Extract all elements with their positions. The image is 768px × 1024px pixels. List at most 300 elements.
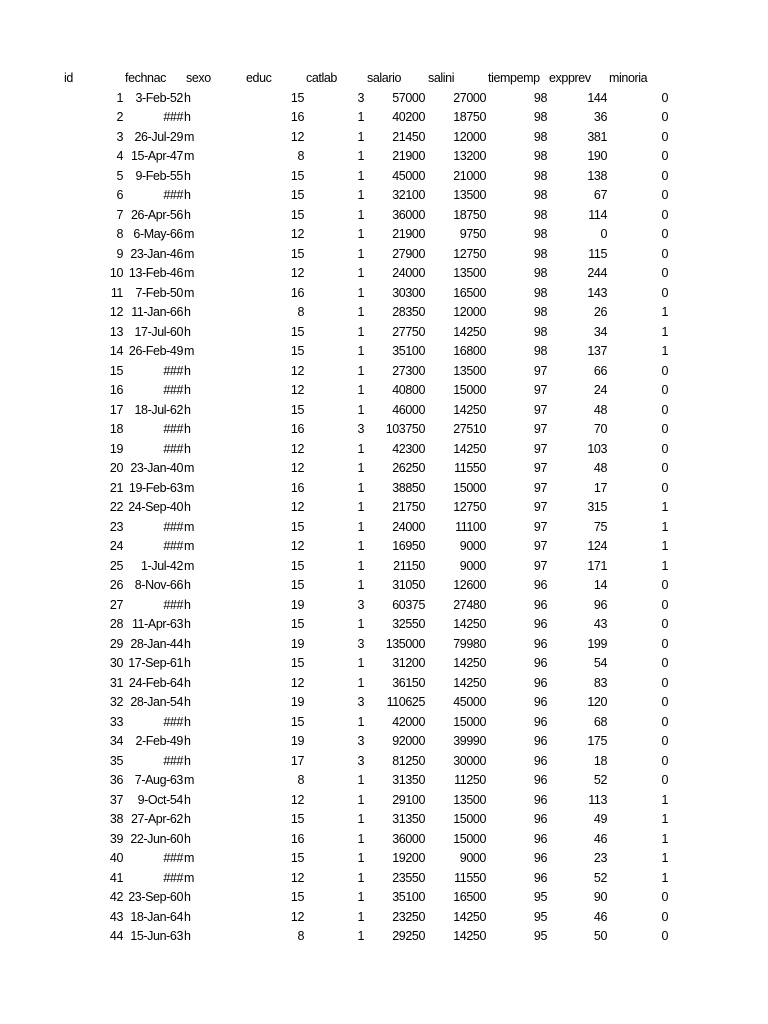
cell-fechnac: 28-Jan-44: [130, 636, 183, 651]
cell-tiempemp: 97: [533, 558, 547, 573]
table-row: [0, 771, 768, 791]
cell-tiempemp: 96: [533, 870, 547, 885]
cell-sexo: m: [184, 149, 195, 163]
cell-salini: 15000: [453, 383, 486, 397]
cell-tiempemp: 96: [533, 578, 547, 592]
cell-salini: 12600: [453, 578, 486, 592]
cell-salario: 31050: [392, 578, 425, 592]
cell-catlab: 1: [357, 578, 364, 592]
table-row: [0, 752, 768, 772]
table-row: [0, 927, 768, 947]
cell-id: 31: [109, 675, 123, 690]
table-row: [0, 908, 768, 928]
cell-salini: 14250: [453, 617, 486, 631]
cell-fechnac: 8-Nov-66: [134, 578, 183, 592]
cell-catlab: 1: [357, 149, 364, 163]
cell-catlab: 1: [357, 890, 364, 904]
cell-minoria: 1: [661, 344, 668, 358]
cell-sexo: h: [184, 422, 191, 436]
header-catlab: catlab: [306, 71, 337, 85]
cell-catlab: 3: [357, 734, 364, 748]
cell-salario: 103750: [385, 422, 425, 436]
cell-minoria: 0: [661, 90, 668, 105]
cell-salini: 15000: [453, 714, 486, 729]
cell-catlab: 1: [357, 500, 364, 514]
cell-salario: 23550: [392, 870, 425, 885]
cell-sexo: m: [184, 344, 195, 358]
cell-tiempemp: 97: [533, 480, 547, 495]
cell-salario: 40800: [392, 383, 425, 397]
table-row: [0, 713, 768, 733]
cell-catlab: 1: [357, 656, 364, 670]
cell-tiempemp: 98: [533, 188, 547, 202]
cell-minoria: 0: [661, 714, 668, 729]
cell-fechnac: ###: [163, 441, 183, 456]
cell-catlab: 1: [357, 480, 364, 495]
header-minoria: minoria: [609, 71, 648, 85]
cell-educ: 12: [290, 539, 304, 553]
table-row: [0, 791, 768, 811]
cell-salario: 24000: [392, 519, 425, 534]
cell-fechnac: 6-May-66: [133, 227, 183, 241]
cell-id: 37: [109, 792, 123, 807]
cell-catlab: 3: [357, 753, 364, 768]
cell-expprev: 190: [587, 149, 607, 163]
cell-salario: 16950: [392, 539, 425, 553]
cell-fechnac: 9-Oct-54: [137, 792, 183, 807]
cell-minoria: 0: [661, 773, 668, 787]
cell-salini: 11250: [454, 773, 486, 787]
cell-salini: 14250: [453, 929, 486, 943]
cell-catlab: 1: [357, 188, 364, 202]
cell-sexo: h: [184, 383, 191, 397]
cell-minoria: 0: [661, 246, 668, 261]
cell-catlab: 1: [357, 363, 364, 378]
cell-sexo: h: [184, 188, 191, 202]
cell-sexo: m: [184, 246, 195, 261]
cell-minoria: 1: [661, 870, 668, 885]
cell-fechnac: 22-Jun-60: [130, 831, 183, 846]
cell-id: 38: [109, 812, 123, 826]
cell-educ: 15: [290, 851, 304, 865]
cell-salario: 36150: [392, 675, 425, 690]
cell-minoria: 0: [661, 285, 668, 300]
cell-id: 5: [116, 168, 123, 183]
cell-tiempemp: 98: [533, 129, 547, 144]
cell-expprev: 46: [593, 909, 607, 924]
cell-id: 3: [116, 129, 123, 144]
cell-tiempemp: 98: [533, 285, 547, 300]
cell-sexo: h: [184, 812, 191, 826]
cell-expprev: 48: [593, 461, 607, 475]
cell-fechnac: 13-Feb-46: [128, 266, 183, 280]
cell-salini: 13500: [453, 792, 486, 807]
cell-educ: 16: [290, 831, 304, 846]
cell-minoria: 0: [661, 363, 668, 378]
cell-fechnac: ###: [163, 870, 183, 885]
cell-fechnac: 18-Jan-64: [130, 909, 183, 924]
cell-tiempemp: 98: [533, 168, 547, 183]
cell-sexo: h: [184, 636, 191, 651]
cell-id: 23: [109, 519, 123, 534]
cell-catlab: 1: [357, 168, 364, 183]
cell-catlab: 1: [357, 851, 364, 865]
cell-tiempemp: 97: [533, 519, 547, 534]
cell-salini: 14250: [453, 675, 486, 690]
table-row: [0, 128, 768, 148]
cell-id: 41: [109, 870, 123, 885]
cell-salario: 30300: [392, 285, 425, 300]
cell-educ: 12: [290, 441, 304, 456]
cell-catlab: 1: [357, 617, 364, 631]
cell-salini: 27000: [453, 90, 486, 105]
cell-sexo: m: [184, 851, 195, 865]
cell-minoria: 0: [661, 129, 668, 144]
cell-educ: 15: [290, 188, 304, 202]
cell-salario: 31350: [392, 773, 425, 787]
cell-tiempemp: 96: [533, 792, 547, 807]
cell-sexo: h: [184, 578, 191, 592]
cell-expprev: 124: [587, 539, 607, 553]
cell-educ: 8: [297, 305, 304, 319]
cell-sexo: m: [184, 480, 195, 495]
cell-tiempemp: 97: [533, 539, 547, 553]
cell-expprev: 66: [593, 363, 607, 378]
cell-catlab: 1: [357, 461, 364, 475]
cell-sexo: h: [184, 305, 191, 319]
cell-id: 1: [116, 90, 123, 105]
cell-tiempemp: 97: [533, 402, 547, 417]
cell-id: 6: [116, 188, 123, 202]
cell-expprev: 70: [593, 422, 607, 436]
cell-expprev: 244: [587, 266, 607, 280]
cell-salini: 14250: [453, 402, 486, 417]
cell-expprev: 52: [593, 773, 607, 787]
cell-salini: 14250: [453, 324, 486, 339]
cell-salario: 21750: [392, 500, 425, 514]
cell-id: 34: [109, 734, 123, 748]
cell-tiempemp: 98: [533, 246, 547, 261]
cell-expprev: 68: [593, 714, 607, 729]
table-row: [0, 323, 768, 343]
cell-id: 22: [109, 500, 123, 514]
spreadsheet-table: [0, 69, 768, 947]
cell-salario: 24000: [392, 266, 425, 280]
cell-minoria: 0: [661, 422, 668, 436]
table-row: [0, 830, 768, 850]
cell-salario: 36000: [392, 831, 425, 846]
cell-minoria: 0: [661, 188, 668, 202]
cell-fechnac: 11-Jan-66: [131, 305, 183, 319]
cell-fechnac: 24-Feb-64: [128, 675, 183, 690]
cell-catlab: 1: [357, 266, 364, 280]
cell-expprev: 120: [587, 695, 607, 709]
cell-sexo: h: [184, 909, 191, 924]
cell-tiempemp: 98: [533, 266, 547, 280]
cell-id: 9: [116, 246, 123, 261]
cell-catlab: 1: [357, 383, 364, 397]
cell-fechnac: 23-Jan-46: [130, 246, 183, 261]
cell-salini: 15000: [453, 831, 486, 846]
cell-sexo: m: [184, 539, 195, 553]
cell-catlab: 1: [357, 305, 364, 319]
cell-tiempemp: 96: [533, 695, 547, 709]
cell-expprev: 171: [587, 558, 607, 573]
cell-catlab: 1: [357, 441, 364, 456]
cell-expprev: 103: [587, 441, 607, 456]
cell-tiempemp: 98: [533, 324, 547, 339]
cell-sexo: h: [184, 363, 191, 378]
cell-educ: 19: [290, 734, 304, 748]
cell-salario: 40200: [392, 110, 425, 124]
table-row: [0, 225, 768, 245]
cell-fechnac: 24-Sep-40: [128, 500, 183, 514]
cell-fechnac: 23-Sep-60: [128, 890, 183, 904]
cell-expprev: 83: [593, 675, 607, 690]
cell-salini: 27510: [453, 422, 486, 436]
table-row: [0, 381, 768, 401]
cell-catlab: 1: [357, 344, 364, 358]
cell-salini: 15000: [453, 812, 486, 826]
cell-educ: 8: [297, 149, 304, 163]
cell-salini: 13500: [453, 363, 486, 378]
cell-salini: 18750: [453, 207, 486, 222]
cell-fechnac: ###: [163, 753, 183, 768]
cell-sexo: h: [184, 207, 191, 222]
cell-sexo: h: [184, 753, 191, 768]
table-row: [0, 167, 768, 187]
cell-expprev: 43: [593, 617, 607, 631]
cell-tiempemp: 96: [533, 753, 547, 768]
cell-minoria: 0: [661, 461, 668, 475]
cell-expprev: 14: [593, 578, 607, 592]
table-row: [0, 537, 768, 557]
cell-catlab: 1: [357, 227, 364, 241]
cell-salini: 79980: [453, 636, 486, 651]
header-tiempemp: tiempemp: [488, 71, 540, 85]
cell-educ: 15: [290, 402, 304, 417]
cell-salario: 19200: [392, 851, 425, 865]
cell-educ: 15: [290, 324, 304, 339]
cell-expprev: 199: [587, 636, 607, 651]
cell-sexo: m: [184, 558, 195, 573]
cell-sexo: h: [184, 734, 191, 748]
header-salini: salini: [428, 71, 455, 85]
cell-catlab: 1: [357, 812, 364, 826]
cell-expprev: 144: [587, 90, 607, 105]
cell-minoria: 1: [661, 539, 668, 553]
cell-salario: 57000: [392, 90, 425, 105]
cell-expprev: 67: [593, 188, 607, 202]
table-row: [0, 245, 768, 265]
cell-educ: 19: [290, 636, 304, 651]
cell-id: 42: [109, 890, 123, 904]
cell-salini: 16800: [453, 344, 486, 358]
cell-sexo: m: [184, 519, 195, 534]
cell-sexo: h: [184, 110, 191, 124]
cell-id: 13: [109, 324, 123, 339]
cell-minoria: 0: [661, 929, 668, 943]
table-row: [0, 479, 768, 499]
cell-salini: 12750: [453, 500, 486, 514]
cell-educ: 15: [290, 890, 304, 904]
cell-educ: 15: [290, 617, 304, 631]
cell-sexo: h: [184, 90, 191, 105]
cell-salini: 9750: [459, 227, 486, 241]
cell-id: 7: [116, 207, 123, 222]
cell-sexo: h: [184, 597, 191, 612]
cell-expprev: 113: [588, 792, 607, 807]
cell-id: 15: [109, 363, 123, 378]
cell-minoria: 0: [661, 695, 668, 709]
cell-salini: 45000: [453, 695, 486, 709]
table-row: [0, 264, 768, 284]
cell-sexo: h: [184, 324, 191, 339]
cell-minoria: 1: [661, 851, 668, 865]
table-row: [0, 635, 768, 655]
header-sexo: sexo: [186, 71, 211, 85]
header-educ: educ: [246, 71, 272, 85]
cell-catlab: 1: [357, 129, 364, 144]
cell-minoria: 0: [661, 734, 668, 748]
cell-fechnac: ###: [163, 363, 183, 378]
cell-educ: 12: [290, 909, 304, 924]
cell-fechnac: ###: [163, 188, 183, 202]
cell-expprev: 0: [600, 227, 607, 241]
cell-salario: 28350: [392, 305, 425, 319]
cell-id: 19: [109, 441, 123, 456]
cell-tiempemp: 95: [533, 909, 547, 924]
table-row: [0, 557, 768, 577]
cell-expprev: 175: [587, 734, 607, 748]
cell-educ: 8: [297, 929, 304, 943]
table-row: [0, 459, 768, 479]
cell-minoria: 0: [661, 110, 668, 124]
cell-educ: 16: [290, 422, 304, 436]
cell-salini: 11550: [454, 870, 486, 885]
table-body: [0, 89, 768, 947]
cell-id: 14: [109, 344, 123, 358]
cell-educ: 15: [290, 344, 304, 358]
header-salario: salario: [367, 71, 402, 85]
cell-educ: 12: [290, 266, 304, 280]
cell-fechnac: 9-Feb-55: [135, 168, 183, 183]
cell-salario: 81250: [392, 753, 425, 768]
cell-expprev: 52: [593, 870, 607, 885]
cell-educ: 16: [290, 110, 304, 124]
cell-salini: 9000: [459, 558, 486, 573]
table-row: [0, 362, 768, 382]
cell-salini: 12000: [453, 305, 486, 319]
cell-salario: 36000: [392, 207, 425, 222]
cell-educ: 12: [290, 129, 304, 144]
cell-salini: 9000: [459, 851, 486, 865]
cell-educ: 12: [290, 792, 304, 807]
cell-minoria: 0: [661, 207, 668, 222]
cell-tiempemp: 95: [533, 890, 547, 904]
cell-fechnac: ###: [163, 539, 183, 553]
cell-fechnac: ###: [163, 110, 183, 124]
table-row: [0, 89, 768, 109]
cell-educ: 15: [290, 714, 304, 729]
cell-sexo: h: [184, 675, 191, 690]
cell-salario: 35100: [392, 344, 425, 358]
cell-salini: 16500: [453, 890, 486, 904]
cell-minoria: 1: [661, 500, 668, 514]
cell-id: 2: [116, 110, 123, 124]
cell-tiempemp: 96: [533, 597, 547, 612]
cell-salario: 38850: [392, 480, 425, 495]
cell-salini: 11100: [455, 519, 486, 534]
cell-educ: 15: [290, 812, 304, 826]
cell-tiempemp: 98: [533, 305, 547, 319]
table-row: [0, 732, 768, 752]
cell-fechnac: 15-Apr-47: [131, 149, 183, 163]
cell-minoria: 0: [661, 480, 668, 495]
cell-salini: 14250: [453, 656, 486, 670]
cell-salario: 26250: [392, 461, 425, 475]
cell-educ: 12: [290, 461, 304, 475]
cell-salini: 15000: [453, 480, 486, 495]
cell-fechnac: 11-Apr-63: [131, 617, 183, 631]
cell-minoria: 0: [661, 149, 668, 163]
cell-fechnac: ###: [163, 714, 183, 729]
cell-educ: 16: [290, 480, 304, 495]
cell-tiempemp: 96: [533, 636, 547, 651]
cell-id: 35: [109, 753, 123, 768]
table-row: [0, 303, 768, 323]
cell-salini: 14250: [453, 441, 486, 456]
cell-sexo: h: [184, 441, 191, 456]
cell-catlab: 1: [357, 539, 364, 553]
cell-salario: 42000: [392, 714, 425, 729]
cell-salario: 21150: [393, 558, 425, 573]
table-row: [0, 849, 768, 869]
table-row: [0, 186, 768, 206]
cell-catlab: 1: [357, 402, 364, 417]
cell-tiempemp: 96: [533, 773, 547, 787]
cell-minoria: 1: [661, 305, 668, 319]
cell-id: 24: [109, 539, 123, 553]
cell-minoria: 1: [661, 558, 668, 573]
cell-tiempemp: 96: [533, 812, 547, 826]
cell-tiempemp: 97: [533, 461, 547, 475]
cell-educ: 15: [290, 519, 304, 534]
cell-salario: 60375: [392, 597, 425, 612]
cell-fechnac: 26-Jul-29: [134, 129, 183, 144]
cell-fechnac: 17-Jul-60: [134, 324, 183, 339]
cell-sexo: h: [184, 929, 191, 943]
cell-id: 27: [109, 597, 123, 612]
cell-minoria: 0: [661, 617, 668, 631]
cell-catlab: 1: [357, 714, 364, 729]
table-row: [0, 596, 768, 616]
cell-fechnac: 1-Jul-42: [141, 558, 183, 573]
table-row: [0, 693, 768, 713]
cell-tiempemp: 96: [533, 714, 547, 729]
cell-catlab: 1: [357, 675, 364, 690]
table-row: [0, 498, 768, 518]
cell-minoria: 1: [661, 324, 668, 339]
cell-educ: 15: [290, 168, 304, 183]
cell-educ: 15: [290, 90, 304, 105]
cell-id: 12: [109, 305, 123, 319]
cell-expprev: 46: [593, 831, 607, 846]
cell-catlab: 1: [357, 929, 364, 943]
cell-minoria: 0: [661, 441, 668, 456]
header-id: id: [64, 71, 73, 85]
cell-minoria: 0: [661, 890, 668, 904]
